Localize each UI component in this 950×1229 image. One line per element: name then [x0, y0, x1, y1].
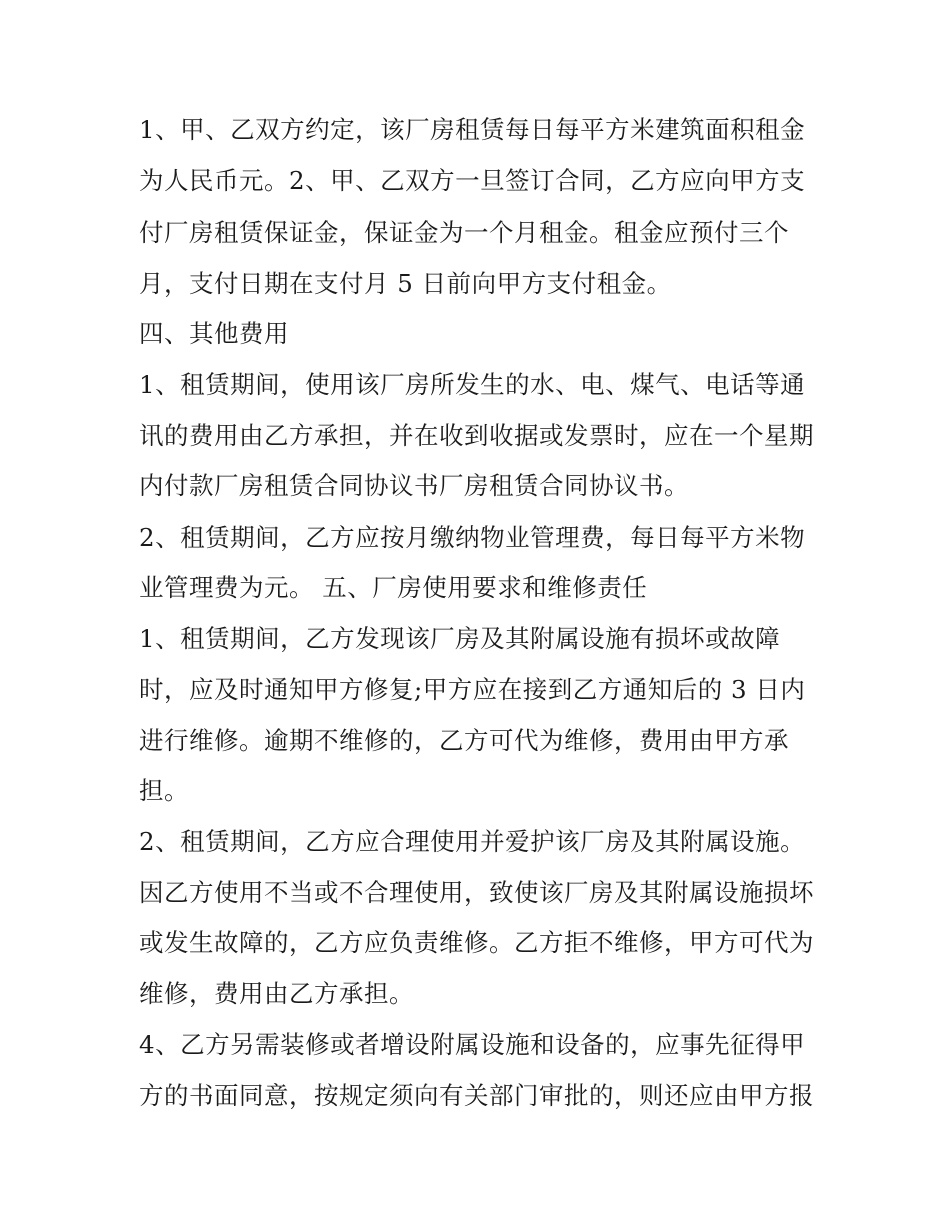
text-line: 时，应及时通知甲方修复;甲方应在接到乙方通知后的 3 日内 — [139, 675, 806, 704]
text-line: 1、租赁期间，使用该厂房所发生的水、电、煤气、电话等通 — [139, 370, 806, 399]
text-line: 或发生故障的，乙方应负责维修。乙方拒不维修，甲方可代为 — [139, 928, 814, 957]
text-line: 为人民币元。2、甲、乙双方一旦签订合同，乙方应向甲方支 — [139, 166, 806, 195]
text-line: 1、租赁期间，乙方发现该厂房及其附属设施有损坏或故障 — [139, 624, 781, 653]
text-line: 内付款厂房租赁合同协议书厂房租赁合同协议书。 — [139, 471, 689, 500]
text-line: 付厂房租赁保证金，保证金为一个月租金。租金应预付三个 — [139, 218, 789, 247]
text-line: 2、租赁期间，乙方应合理使用并爱护该厂房及其附属设施。 — [139, 827, 806, 856]
section-heading: 四、其他费用 — [139, 319, 289, 348]
text-line: 讯的费用由乙方承担，并在收到收据或发票时，应在一个星期 — [139, 421, 814, 450]
text-line: 月，支付日期在支付月 5 日前向甲方支付租金。 — [139, 269, 672, 298]
text-line: 进行维修。逾期不维修的，乙方可代为维修，费用由甲方承 — [139, 726, 789, 755]
text-line: 维修，费用由乙方承担。 — [139, 979, 414, 1008]
text-line: 方的书面同意，按规定须向有关部门审批的，则还应由甲方报 — [139, 1081, 814, 1110]
text-line: 4、乙方另需装修或者增设附属设施和设备的，应事先征得甲 — [139, 1030, 806, 1059]
text-line: 1、甲、乙双方约定，该厂房租赁每日每平方米建筑面积租金 — [139, 115, 806, 144]
text-line: 担。 — [139, 776, 189, 805]
text-line: 因乙方使用不当或不合理使用，致使该厂房及其附属设施损坏 — [139, 878, 814, 907]
text-line: 2、租赁期间，乙方应按月缴纳物业管理费，每日每平方米物 — [139, 523, 806, 552]
text-line: 业管理费为元。 五、厂房使用要求和维修责任 — [139, 573, 648, 602]
